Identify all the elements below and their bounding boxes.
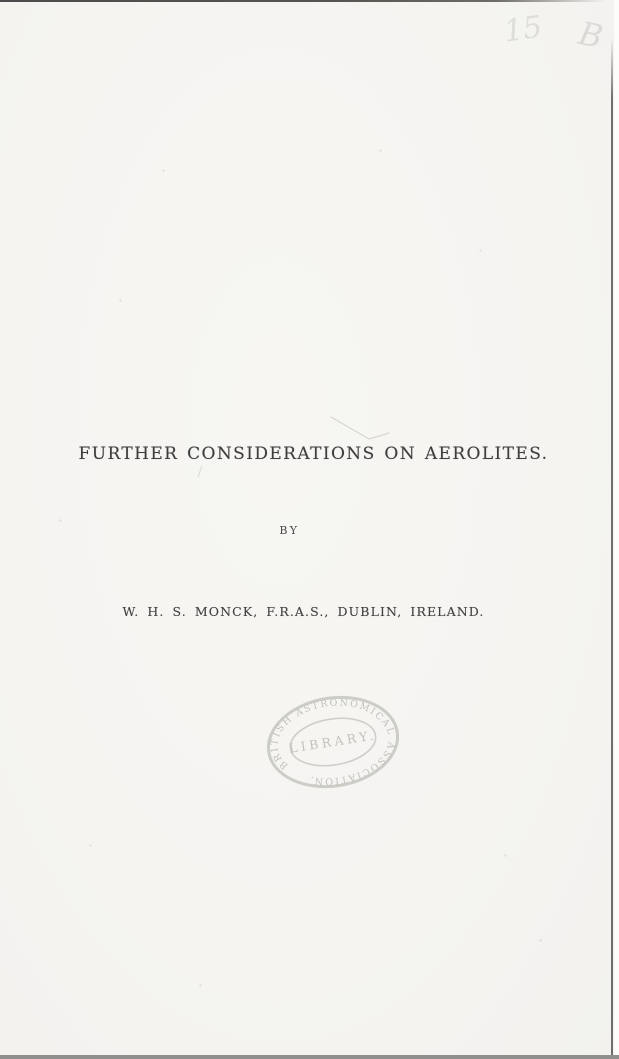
stamp-ring-text: BRITISH ASTRONOMICAL ASSOCIATION. (269, 697, 397, 787)
pencil-mark-icon (325, 408, 405, 448)
author-line: W. H. S. MONCK, F.R.A.S., DUBLIN, IRELAND. (122, 604, 485, 619)
stamp-center-text: LIBRARY. (288, 727, 378, 756)
pencil-speck-icon (194, 464, 206, 480)
page-edge-top (0, 0, 606, 2)
scan-margin-right (614, 0, 619, 1059)
library-stamp (248, 672, 418, 812)
pencil-note-number: 15 (501, 9, 545, 50)
byline: BY (279, 524, 300, 537)
page-edge-right (611, 38, 613, 1059)
page-edge-bottom (0, 1055, 619, 1059)
pencil-note-initial: B (575, 13, 607, 57)
paper-specks (0, 0, 1, 1)
paper-title: FURTHER CONSIDERATIONS ON AEROLITES. (78, 444, 549, 464)
